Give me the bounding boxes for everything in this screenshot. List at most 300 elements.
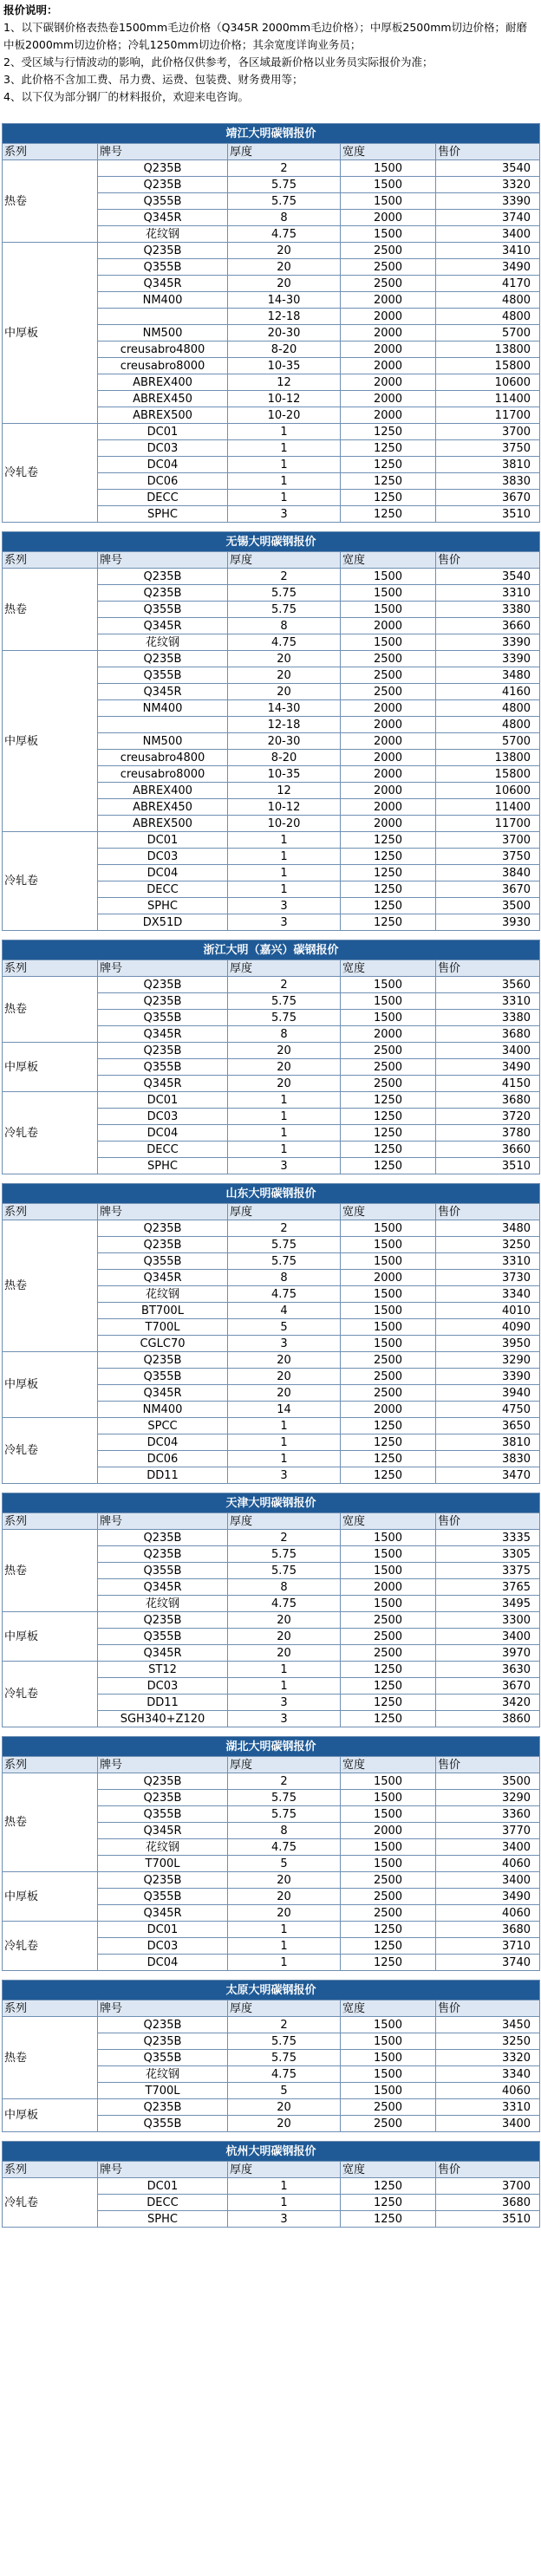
price-cell: 4060 (436, 2083, 540, 2099)
width-cell: 1500 (341, 193, 436, 210)
thickness-cell: 8 (228, 618, 341, 634)
column-header: 售价 (436, 2000, 540, 2017)
price-cell: 3560 (436, 977, 540, 993)
price-cell: 3950 (436, 1336, 540, 1352)
width-cell: 2500 (341, 276, 436, 292)
price-cell: 3700 (436, 832, 540, 849)
price-cell: 4800 (436, 700, 540, 717)
column-header: 售价 (436, 552, 540, 569)
price-section (0, 940, 541, 1174)
thickness-cell: 4.75 (228, 2066, 341, 2083)
table-row (3, 1220, 540, 1237)
width-cell: 1250 (341, 1662, 436, 1678)
column-header: 宽度 (341, 2162, 436, 2178)
grade-cell: Q235B (98, 1773, 228, 1790)
grade-cell: ABREX450 (98, 391, 228, 407)
column-header: 售价 (436, 1204, 540, 1220)
grade-cell: Q235B (98, 2099, 228, 2116)
grade-cell: DC03 (98, 1678, 228, 1695)
grade-cell: ABREX500 (98, 407, 228, 424)
grade-cell: BT700L (98, 1303, 228, 1319)
grade-cell: NM400 (98, 700, 228, 717)
price-cell: 3340 (436, 2066, 540, 2083)
grade-cell: Q355B (98, 1253, 228, 1270)
grade-cell: Q235B (98, 243, 228, 259)
price-cell: 3660 (436, 618, 540, 634)
thickness-cell: 1 (228, 473, 341, 490)
thickness-cell: 1 (228, 1434, 341, 1451)
grade-cell: Q235B (98, 2033, 228, 2050)
grade-cell: Q345R (98, 684, 228, 700)
thickness-cell: 5.75 (228, 1546, 341, 1563)
width-cell: 2500 (341, 1369, 436, 1385)
width-cell: 1500 (341, 569, 436, 585)
price-cell: 3810 (436, 1434, 540, 1451)
grade-cell: DC01 (98, 2178, 228, 2195)
grade-cell: Q235B (98, 177, 228, 193)
grade-cell: Q355B (98, 259, 228, 276)
grade-cell: Q235B (98, 2017, 228, 2033)
table-row (3, 1872, 540, 1889)
width-cell: 2000 (341, 391, 436, 407)
grade-cell: NM400 (98, 1402, 228, 1418)
width-cell: 1250 (341, 865, 436, 881)
price-section (0, 123, 541, 523)
price-cell: 3375 (436, 1563, 540, 1579)
series-cell: 冷轧卷 (3, 2178, 98, 2228)
price-cell: 4060 (436, 1905, 540, 1922)
column-header-row (3, 1513, 540, 1530)
price-cell: 3930 (436, 914, 540, 931)
grade-cell: Q345R (98, 210, 228, 226)
thickness-cell: 2 (228, 977, 341, 993)
price-cell: 3310 (436, 585, 540, 602)
grade-cell: Q235B (98, 585, 228, 602)
thickness-cell: 8-20 (228, 342, 341, 358)
grade-cell: DECC (98, 490, 228, 506)
grade-cell: 花纹钢 (98, 226, 228, 243)
grade-cell: Q235B (98, 977, 228, 993)
price-cell: 3250 (436, 1237, 540, 1253)
width-cell: 1250 (341, 490, 436, 506)
price-cell: 15800 (436, 358, 540, 374)
thickness-cell: 10-35 (228, 766, 341, 783)
grade-cell: ABREX400 (98, 783, 228, 799)
price-sections (0, 123, 541, 2228)
section-title-row (3, 1184, 540, 1204)
price-cell: 10600 (436, 374, 540, 391)
width-cell: 1250 (341, 440, 436, 457)
grade-cell: SGH340+Z120 (98, 1711, 228, 1727)
width-cell: 1250 (341, 1451, 436, 1467)
series-cell: 冷轧卷 (3, 1662, 98, 1727)
thickness-cell: 20 (228, 1385, 341, 1402)
thickness-cell: 20 (228, 243, 341, 259)
section-title-row (3, 1493, 540, 1513)
thickness-cell: 20 (228, 1059, 341, 1076)
grade-cell: Q345R (98, 1645, 228, 1662)
thickness-cell: 5 (228, 2083, 341, 2099)
width-cell: 2500 (341, 1645, 436, 1662)
column-header: 牌号 (98, 144, 228, 160)
width-cell: 1500 (341, 1546, 436, 1563)
width-cell: 2000 (341, 325, 436, 342)
thickness-cell: 3 (228, 1695, 341, 1711)
thickness-cell: 12 (228, 374, 341, 391)
width-cell: 1250 (341, 1711, 436, 1727)
grade-cell: Q235B (98, 1790, 228, 1806)
thickness-cell: 5 (228, 1856, 341, 1872)
price-cell: 3380 (436, 1010, 540, 1026)
thickness-cell: 5.75 (228, 2050, 341, 2066)
price-cell: 3400 (436, 1839, 540, 1856)
price-cell: 5700 (436, 733, 540, 750)
width-cell: 1250 (341, 849, 436, 865)
column-header: 售价 (436, 2162, 540, 2178)
column-header: 牌号 (98, 2000, 228, 2017)
thickness-cell: 20 (228, 1645, 341, 1662)
thickness-cell: 20-30 (228, 325, 341, 342)
column-header: 售价 (436, 960, 540, 977)
thickness-cell: 3 (228, 2211, 341, 2228)
price-cell: 3390 (436, 1369, 540, 1385)
width-cell: 2000 (341, 799, 436, 816)
thickness-cell: 4.75 (228, 1286, 341, 1303)
column-header: 厚度 (228, 144, 341, 160)
thickness-cell: 4.75 (228, 1839, 341, 1856)
width-cell: 2500 (341, 243, 436, 259)
thickness-cell: 5.75 (228, 1806, 341, 1823)
price-cell: 11700 (436, 816, 540, 832)
price-cell: 4150 (436, 1076, 540, 1092)
width-cell: 2500 (341, 2099, 436, 2116)
width-cell: 2500 (341, 1889, 436, 1905)
price-cell: 3700 (436, 424, 540, 440)
thickness-cell: 14-30 (228, 292, 341, 309)
grade-cell: DC03 (98, 440, 228, 457)
section-title-row (3, 1981, 540, 2000)
thickness-cell: 1 (228, 832, 341, 849)
price-cell: 3480 (436, 667, 540, 684)
price-cell: 3310 (436, 2099, 540, 2116)
column-header: 牌号 (98, 2162, 228, 2178)
width-cell: 2500 (341, 667, 436, 684)
thickness-cell: 4.75 (228, 634, 341, 651)
thickness-cell: 2 (228, 1220, 341, 1237)
column-header: 厚度 (228, 1757, 341, 1773)
width-cell: 1500 (341, 1237, 436, 1253)
price-cell: 3510 (436, 2211, 540, 2228)
width-cell: 1250 (341, 506, 436, 523)
price-table (2, 123, 540, 523)
width-cell: 1500 (341, 1530, 436, 1546)
price-cell: 3940 (436, 1385, 540, 1402)
width-cell: 2500 (341, 259, 436, 276)
thickness-cell: 20 (228, 259, 341, 276)
width-cell: 2000 (341, 358, 436, 374)
width-cell: 1500 (341, 1790, 436, 1806)
width-cell: 1500 (341, 634, 436, 651)
column-header: 厚度 (228, 2162, 341, 2178)
thickness-cell: 1 (228, 2178, 341, 2195)
thickness-cell: 3 (228, 898, 341, 914)
thickness-cell: 8 (228, 1823, 341, 1839)
column-header: 厚度 (228, 1513, 341, 1530)
width-cell: 1500 (341, 226, 436, 243)
thickness-cell: 5.75 (228, 1253, 341, 1270)
grade-cell: DECC (98, 881, 228, 898)
price-cell: 3490 (436, 259, 540, 276)
grade-cell: DECC (98, 2195, 228, 2211)
grade-cell: NM400 (98, 292, 228, 309)
grade-cell: creusabro4800 (98, 342, 228, 358)
thickness-cell: 20 (228, 2116, 341, 2132)
width-cell: 2500 (341, 684, 436, 700)
thickness-cell: 1 (228, 1922, 341, 1938)
grade-cell: Q355B (98, 2116, 228, 2132)
section-title: 无锡大明碳钢报价 (3, 532, 540, 552)
grade-cell: NM500 (98, 325, 228, 342)
grade-cell: 花纹钢 (98, 1839, 228, 1856)
width-cell: 1250 (341, 1678, 436, 1695)
price-cell: 3400 (436, 1629, 540, 1645)
series-cell: 中厚板 (3, 1043, 98, 1092)
thickness-cell: 8 (228, 1270, 341, 1286)
width-cell: 2000 (341, 750, 436, 766)
grade-cell: Q235B (98, 1220, 228, 1237)
width-cell: 1500 (341, 1336, 436, 1352)
series-cell: 冷轧卷 (3, 1418, 98, 1484)
thickness-cell: 1 (228, 440, 341, 457)
section-title: 太原大明碳钢报价 (3, 1981, 540, 2000)
width-cell: 2000 (341, 1579, 436, 1596)
thickness-cell: 5.75 (228, 993, 341, 1010)
thickness-cell: 20 (228, 1872, 341, 1889)
price-cell: 3390 (436, 193, 540, 210)
thickness-cell: 1 (228, 1142, 341, 1158)
width-cell: 2000 (341, 618, 436, 634)
grade-cell: SPHC (98, 898, 228, 914)
price-cell: 3970 (436, 1645, 540, 1662)
column-header: 宽度 (341, 2000, 436, 2017)
grade-cell: SPHC (98, 2211, 228, 2228)
series-cell: 热卷 (3, 1530, 98, 1612)
column-header: 宽度 (341, 552, 436, 569)
grade-cell: ABREX450 (98, 799, 228, 816)
grade-cell: Q355B (98, 1806, 228, 1823)
price-cell: 3750 (436, 440, 540, 457)
notes-line: 4、以下仅为部分钢厂的材料报价，欢迎来电咨询。 (3, 90, 249, 103)
column-header: 宽度 (341, 1204, 436, 1220)
thickness-cell: 20 (228, 1889, 341, 1905)
notes-line: 2、受区域与行情波动的影响，此价格仅供参考，各区域最新价格以业务员实际报价为准； (3, 55, 433, 68)
width-cell: 1500 (341, 1596, 436, 1612)
column-header: 牌号 (98, 960, 228, 977)
price-table (2, 1493, 540, 1727)
price-cell: 3300 (436, 1612, 540, 1629)
thickness-cell: 3 (228, 1336, 341, 1352)
grade-cell: 花纹钢 (98, 634, 228, 651)
price-section (0, 1736, 541, 1971)
width-cell: 2000 (341, 1823, 436, 1839)
price-cell: 4800 (436, 292, 540, 309)
width-cell: 1500 (341, 2066, 436, 2083)
notes-line: 3、此价格不含加工费、吊力费、运费、包装费、财务费用等； (3, 73, 303, 86)
grade-cell: Q235B (98, 160, 228, 177)
grade-cell: Q355B (98, 1059, 228, 1076)
price-cell: 3470 (436, 1467, 540, 1484)
table-row (3, 1662, 540, 1678)
width-cell: 1250 (341, 1434, 436, 1451)
thickness-cell: 5.75 (228, 585, 341, 602)
price-cell: 3290 (436, 1352, 540, 1369)
column-header: 系列 (3, 552, 98, 569)
price-notes (0, 0, 541, 114)
table-row (3, 424, 540, 440)
price-cell: 3510 (436, 1158, 540, 1174)
series-cell: 中厚板 (3, 1612, 98, 1662)
thickness-cell: 5.75 (228, 193, 341, 210)
grade-cell: DC01 (98, 424, 228, 440)
grade-cell: Q235B (98, 1237, 228, 1253)
grade-cell: Q355B (98, 602, 228, 618)
grade-cell: DC04 (98, 1125, 228, 1142)
width-cell: 2500 (341, 1872, 436, 1889)
width-cell: 1500 (341, 177, 436, 193)
grade-cell: Q355B (98, 1563, 228, 1579)
thickness-cell: 5.75 (228, 177, 341, 193)
grade-cell: Q235B (98, 1872, 228, 1889)
thickness-cell: 10-20 (228, 816, 341, 832)
width-cell: 1250 (341, 898, 436, 914)
column-header: 牌号 (98, 552, 228, 569)
width-cell: 2500 (341, 1612, 436, 1629)
price-table (2, 940, 540, 1174)
thickness-cell: 1 (228, 1678, 341, 1695)
width-cell: 1250 (341, 2178, 436, 2195)
thickness-cell: 5.75 (228, 1237, 341, 1253)
width-cell: 1500 (341, 993, 436, 1010)
width-cell: 2500 (341, 1043, 436, 1059)
width-cell: 1500 (341, 1303, 436, 1319)
column-header: 系列 (3, 144, 98, 160)
column-header-row (3, 2162, 540, 2178)
grade-cell: DD11 (98, 1467, 228, 1484)
series-cell: 冷轧卷 (3, 1092, 98, 1174)
grade-cell: Q345R (98, 276, 228, 292)
column-header: 系列 (3, 2162, 98, 2178)
width-cell: 2000 (341, 1402, 436, 1418)
price-cell: 3730 (436, 1270, 540, 1286)
price-cell: 3320 (436, 177, 540, 193)
price-cell: 3700 (436, 2178, 540, 2195)
price-cell: 3410 (436, 243, 540, 259)
grade-cell: Q345R (98, 1385, 228, 1402)
width-cell: 1250 (341, 2195, 436, 2211)
series-cell: 热卷 (3, 1220, 98, 1352)
column-header: 牌号 (98, 1757, 228, 1773)
notes-heading: 报价说明： (3, 3, 58, 16)
grade-cell: DD11 (98, 1695, 228, 1711)
grade-cell: ST12 (98, 1662, 228, 1678)
series-cell: 中厚板 (3, 1872, 98, 1922)
price-cell: 4800 (436, 717, 540, 733)
width-cell: 1500 (341, 2083, 436, 2099)
thickness-cell: 3 (228, 506, 341, 523)
grade-cell: Q355B (98, 1010, 228, 1026)
price-cell: 3660 (436, 1142, 540, 1158)
thickness-cell: 20-30 (228, 733, 341, 750)
grade-cell: ABREX500 (98, 816, 228, 832)
thickness-cell: 12 (228, 783, 341, 799)
width-cell: 1500 (341, 977, 436, 993)
width-cell: 1500 (341, 585, 436, 602)
table-row (3, 160, 540, 177)
thickness-cell: 20 (228, 1352, 341, 1369)
section-title-row (3, 124, 540, 144)
thickness-cell: 2 (228, 1530, 341, 1546)
price-cell: 11700 (436, 407, 540, 424)
thickness-cell: 20 (228, 276, 341, 292)
width-cell: 2500 (341, 1629, 436, 1645)
thickness-cell: 1 (228, 1092, 341, 1109)
grade-cell: Q345R (98, 1026, 228, 1043)
grade-cell: Q355B (98, 1629, 228, 1645)
width-cell: 2000 (341, 374, 436, 391)
grade-cell: SPHC (98, 506, 228, 523)
column-header: 售价 (436, 1757, 540, 1773)
grade-cell: Q355B (98, 193, 228, 210)
thickness-cell: 1 (228, 457, 341, 473)
price-cell: 3290 (436, 1790, 540, 1806)
table-row (3, 1922, 540, 1938)
thickness-cell: 3 (228, 914, 341, 931)
grade-cell: Q345R (98, 618, 228, 634)
price-cell: 3400 (436, 226, 540, 243)
price-cell: 3670 (436, 490, 540, 506)
width-cell: 1250 (341, 914, 436, 931)
grade-cell: CGLC70 (98, 1336, 228, 1352)
price-table (2, 1980, 540, 2132)
thickness-cell: 8 (228, 1579, 341, 1596)
thickness-cell: 1 (228, 1125, 341, 1142)
table-row (3, 2017, 540, 2033)
price-cell: 3680 (436, 2195, 540, 2211)
grade-cell: ABREX400 (98, 374, 228, 391)
price-cell: 3500 (436, 1773, 540, 1790)
thickness-cell: 1 (228, 1451, 341, 1467)
column-header: 厚度 (228, 552, 341, 569)
price-section (0, 1980, 541, 2132)
series-cell: 热卷 (3, 2017, 98, 2099)
table-row (3, 977, 540, 993)
width-cell: 1250 (341, 1418, 436, 1434)
price-cell: 3400 (436, 1872, 540, 1889)
thickness-cell: 5.75 (228, 602, 341, 618)
thickness-cell: 3 (228, 1711, 341, 1727)
grade-cell: DC01 (98, 1092, 228, 1109)
price-cell: 3340 (436, 1286, 540, 1303)
thickness-cell: 5.75 (228, 2033, 341, 2050)
series-cell: 热卷 (3, 160, 98, 243)
thickness-cell: 10-20 (228, 407, 341, 424)
grade-cell: Q345R (98, 1270, 228, 1286)
width-cell: 1500 (341, 1563, 436, 1579)
series-cell: 热卷 (3, 1773, 98, 1872)
table-row (3, 1043, 540, 1059)
thickness-cell: 2 (228, 2017, 341, 2033)
grade-cell: Q235B (98, 1043, 228, 1059)
